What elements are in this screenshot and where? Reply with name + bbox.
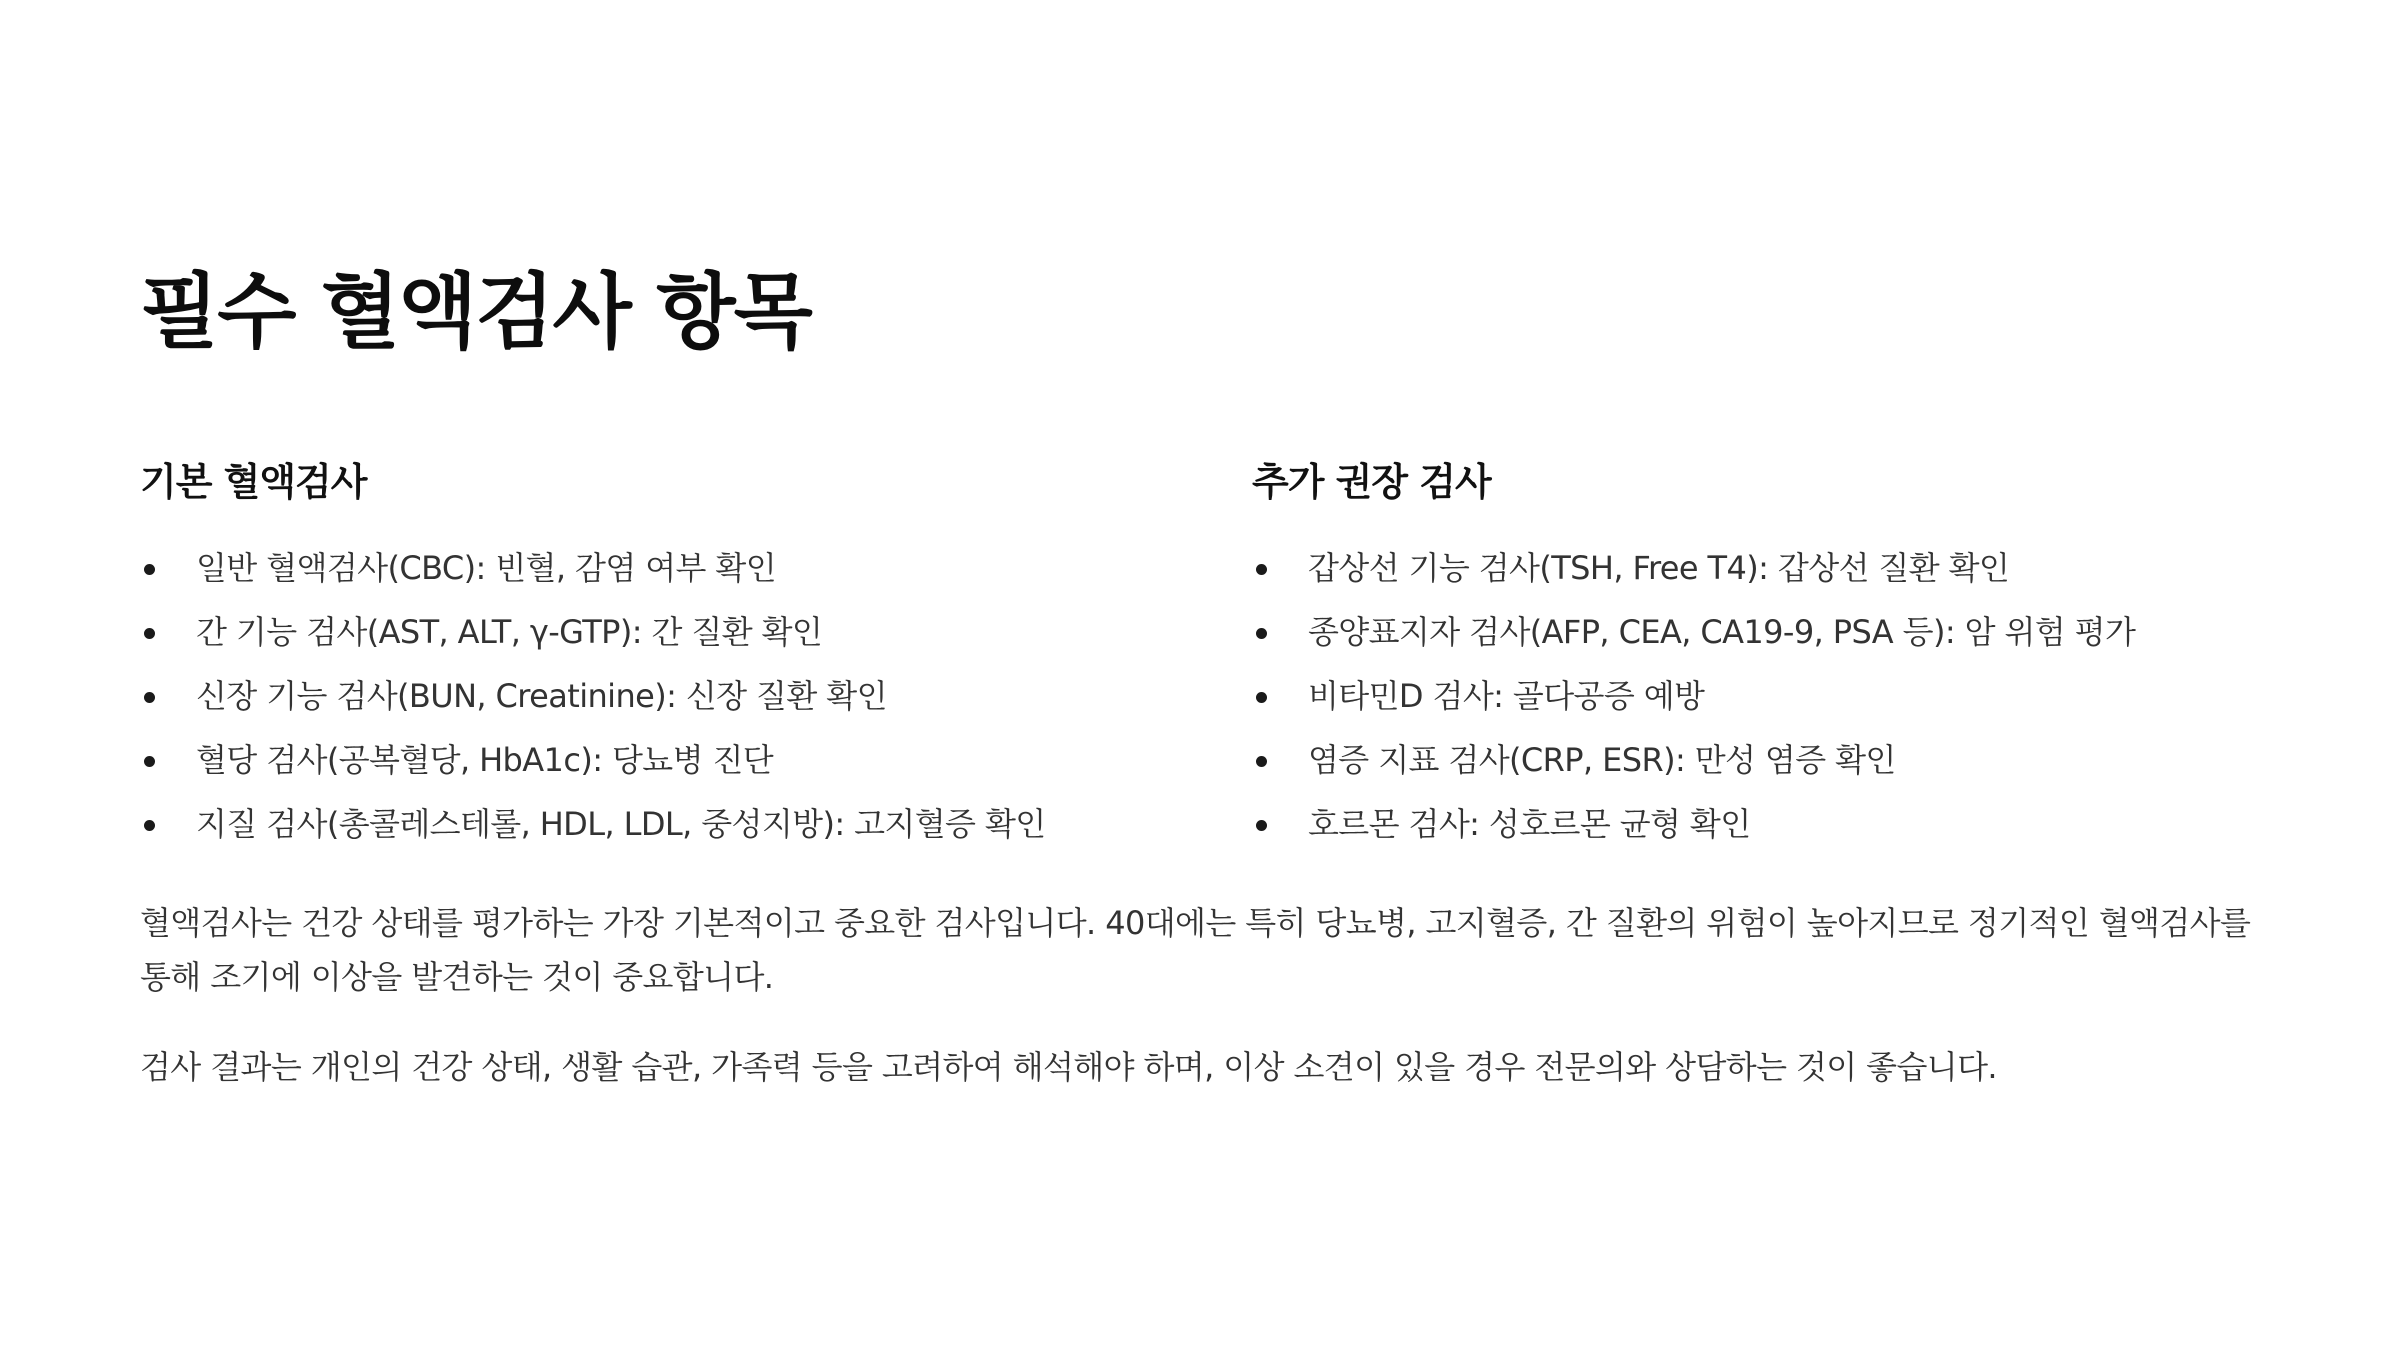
bullet-icon	[144, 628, 155, 639]
basic-tests-list	[140, 536, 1252, 856]
bullet-icon	[144, 820, 155, 831]
body-paragraphs	[140, 896, 2270, 1094]
bullet-icon	[1256, 628, 1267, 639]
intro-paragraph: 혈액검사는 건강 상태를 평가하는 가장 기본적이고 중요한 검사입니다. 40대에는 특히 당뇨병, 고지혈증, 간 질환의 위험이 높아지므로 정기적인 혈액검사를 통해 조기에 이상을 발견하는 것이 중요합니다.	[140, 904, 2251, 996]
basic-tests-column	[140, 456, 1252, 856]
list-item	[1252, 728, 2362, 792]
basic-tests-heading: 기본 혈액검사	[140, 460, 367, 504]
list-item	[1252, 600, 2362, 664]
list-item	[140, 600, 1252, 664]
bullet-icon	[1256, 820, 1267, 831]
bullet-icon	[144, 564, 155, 575]
list-item-text: 종양표지자 검사(AFP, CEA, CA19-9, PSA 등): 암 위험 평가	[1308, 613, 2136, 651]
recommended-tests-list	[1252, 536, 2362, 856]
list-item-text: 일반 혈액검사(CBC): 빈혈, 감염 여부 확인	[196, 549, 777, 587]
bullet-icon	[1256, 564, 1267, 575]
bullet-icon	[1256, 756, 1267, 767]
list-item	[1252, 792, 2362, 856]
bullet-icon	[1256, 692, 1267, 703]
list-item-text: 간 기능 검사(AST, ALT, γ-GTP): 간 질환 확인	[196, 613, 823, 651]
page-title: 필수 혈액검사 항목	[140, 265, 811, 360]
list-item-text: 신장 기능 검사(BUN, Creatinine): 신장 질환 확인	[196, 677, 887, 715]
recommended-tests-heading: 추가 권장 검사	[1252, 460, 1491, 504]
list-item-text: 염증 지표 검사(CRP, ESR): 만성 염증 확인	[1308, 741, 1896, 779]
list-item-text: 호르몬 검사: 성호르몬 균형 확인	[1308, 805, 1751, 843]
bullet-icon	[144, 692, 155, 703]
list-item-text: 갑상선 기능 검사(TSH, Free T4): 갑상선 질환 확인	[1308, 549, 2010, 587]
list-item-text: 비타민D 검사: 골다공증 예방	[1308, 677, 1705, 715]
list-item	[140, 728, 1252, 792]
list-item	[140, 792, 1252, 856]
list-item-text: 지질 검사(총콜레스테롤, HDL, LDL, 중성지방): 고지혈증 확인	[196, 805, 1046, 843]
list-item	[1252, 536, 2362, 600]
list-item	[140, 536, 1252, 600]
list-item	[140, 664, 1252, 728]
recommended-tests-column	[1252, 456, 2362, 856]
advice-paragraph: 검사 결과는 개인의 건강 상태, 생활 습관, 가족력 등을 고려하여 해석해야 하며, 이상 소견이 있을 경우 전문의와 상담하는 것이 좋습니다.	[140, 1048, 1998, 1086]
bullet-icon	[144, 756, 155, 767]
columns	[140, 456, 2260, 856]
list-item-text: 혈당 검사(공복혈당, HbA1c): 당뇨병 진단	[196, 741, 774, 779]
list-item	[1252, 664, 2362, 728]
